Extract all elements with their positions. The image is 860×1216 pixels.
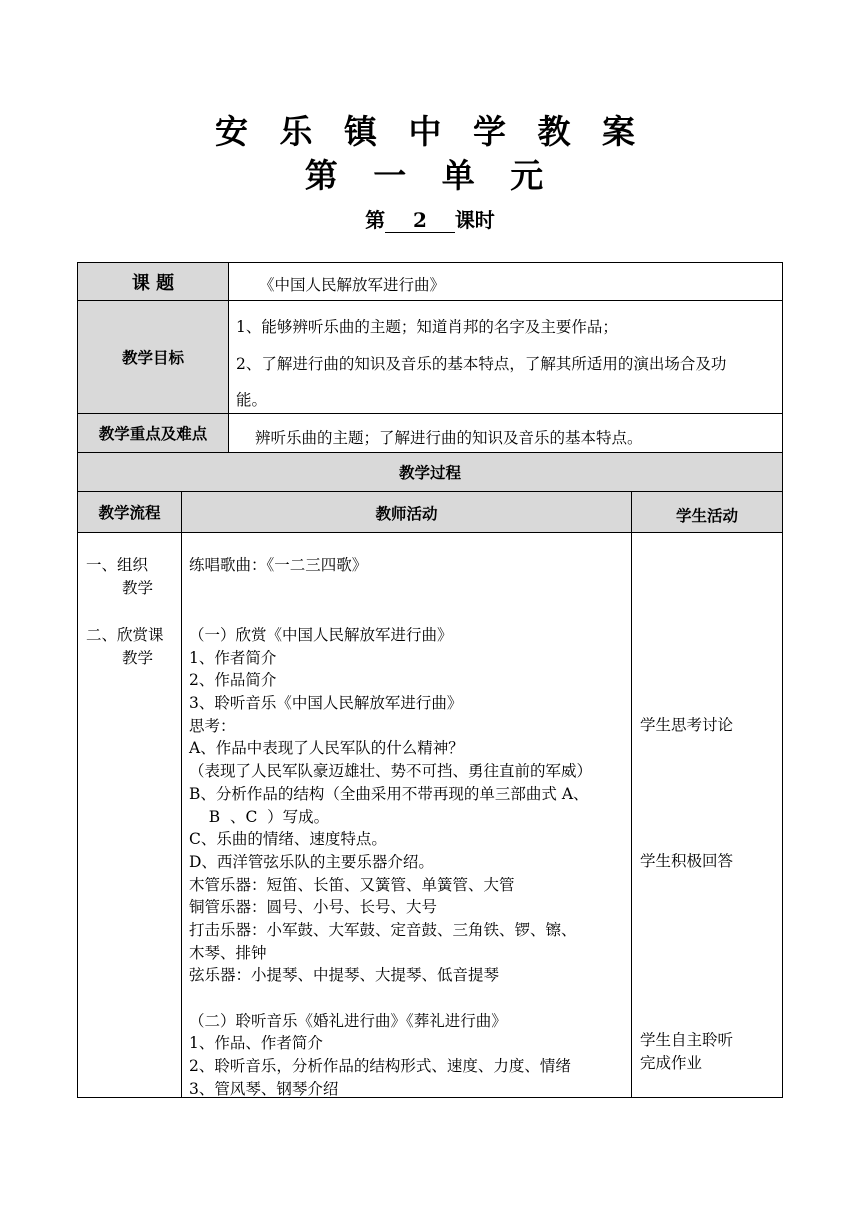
teacher-activity-line [189,987,592,1010]
process-title-cell [77,452,783,492]
flow-cell [77,532,182,1098]
teacher-activity-line: 打击乐器：小军鼓、大军鼓、定音鼓、三角铁、锣、镲、 [189,920,577,939]
col-teacher-header: 教师活动 [181,491,632,533]
goal-line: 1、能够辨听乐曲的主题；知道肖邦的名字及主要作品； [236,318,618,336]
teacher-activity-line: B 、C ）写成。 [189,807,330,826]
teacher-activity-line: 弦乐器：小提琴、中提琴、大提琴、低音提琴 [189,966,500,985]
teacher-warmup: 练唱歌曲：《一二三四歌》 [189,556,368,574]
topic-label-cell [77,262,229,301]
school-title: 安 乐 镇 中 学 教 案 [215,112,645,151]
teacher-activity-line: 2、作品简介 [189,671,277,690]
student-cell [631,532,783,1098]
lesson-number-line [0,204,860,233]
teacher-activity-line: 1、作品、作者简介 [189,1034,323,1053]
teacher-activity-line: D、西洋管弦乐队的主要乐器介绍。 [189,852,434,871]
student-activity: 学生思考讨论 [640,716,734,734]
teacher-activity-line: （二）聆听音乐《婚礼进行曲》《葬礼进行曲》 [189,1011,507,1030]
student-activity: 完成作业 [640,1054,703,1072]
teacher-activity-line: B、分析作品的结构（全曲采用不带再现的单三部曲式 A、 [189,784,589,803]
goals-label-cell [77,300,229,414]
lesson-prefix: 第 [365,208,386,232]
teacher-activity-line: 思考： [189,716,236,735]
teacher-activity-line: A、作品中表现了人民军队的什么精神？ [189,739,464,758]
teacher-activity-line: （表现了人民军队豪迈雄壮、势不可挡、勇往直前的军威） [189,762,593,781]
lesson-suffix: 课时 [454,208,495,232]
teacher-activity-line: （一）欣赏《中国人民解放军进行曲》 [189,626,453,644]
teacher-cell [181,532,632,1098]
flow-step-organize: 一、组织 教学 [86,556,154,597]
student-activity: 学生积极回答 [640,852,734,870]
focus-label: 教学重点及难点 [98,425,208,443]
goal-line: 能。 [236,391,268,409]
teacher-activity-line: 木琴、排钟 [189,943,267,962]
student-activity: 学生自主聆听 [640,1031,734,1049]
teacher-activity-line: 木管乐器：短笛、长笛、又簧管、单簧管、大管 [189,875,515,894]
focus-label-cell [77,413,229,453]
teacher-activity-line: C、乐曲的情绪、速度特点。 [189,830,387,849]
topic-value-cell [228,262,783,301]
unit-title: 第 一 单 元 [304,156,556,195]
lesson-number: 2 [385,208,455,233]
teacher-activity-line: 2、聆听音乐，分析作品的结构形式、速度、力度、情绪 [189,1057,571,1076]
goals-cell [228,300,783,414]
teacher-activity-line: 3、聆听音乐《中国人民解放军进行曲》 [189,694,463,713]
flow-step-appreciate: 二、欣赏课 教学 [86,626,164,667]
teacher-activity-line: 3、管风琴、钢琴介绍 [189,1079,339,1098]
focus-value-cell [228,413,783,453]
col-student-header: 学生活动 [631,491,783,533]
goals-label: 教学目标 [121,349,184,367]
topic-value: 《中国人民解放军进行曲》 [259,276,446,294]
teacher-activity-list [189,624,592,1100]
process-title: 教学过程 [398,464,461,482]
focus-value: 辨听乐曲的主题；了解进行曲的知识及音乐的基本特点。 [255,429,643,447]
teacher-activity-line: 1、作者简介 [189,648,277,667]
goal-line: 2、了解进行曲的知识及音乐的基本特点，了解其所适用的演出场合及功 [236,355,727,373]
topic-label: 课 题 [131,272,175,294]
col-flow-header: 教学流程 [77,491,182,533]
teacher-activity-line: 铜管乐器：圆号、小号、长号、大号 [189,898,438,917]
